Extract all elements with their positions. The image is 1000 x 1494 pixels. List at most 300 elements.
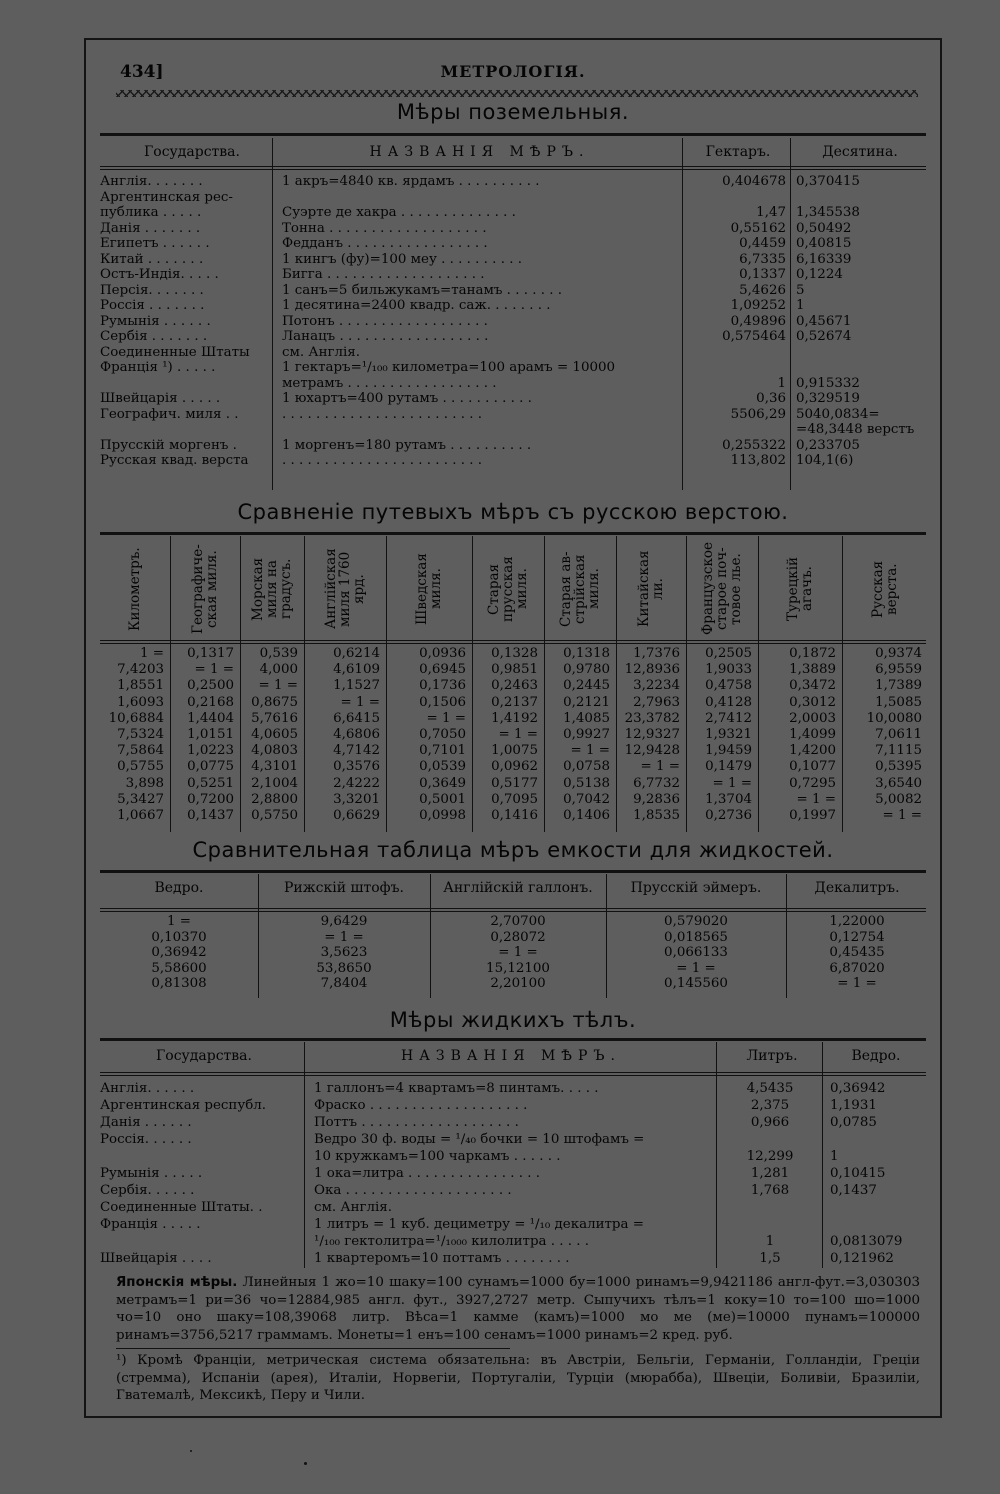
road-col-rule (386, 536, 387, 832)
capacity-cell: 0,018565 (664, 929, 728, 945)
liquid-cell: 4,5435 (746, 1081, 794, 1096)
road-cell: 4,3101 (251, 759, 298, 775)
road-cell: 0,0998 (419, 808, 466, 823)
land-cell: 1 санъ=5 бильжукамъ=танамъ . . . . . . . (282, 282, 563, 298)
land-cell: 1,345538 (796, 205, 860, 220)
land-row (86, 252, 944, 268)
liquid-row (86, 1250, 944, 1267)
liquid-row (86, 1182, 944, 1199)
liquid-cell: 12,299 (746, 1149, 794, 1164)
road-col-rule (842, 536, 843, 832)
road-cell: 4,0803 (251, 743, 298, 759)
land-cell: 113,802 (730, 453, 786, 468)
road-col-rule (686, 536, 687, 832)
road-cell: 1,3889 (789, 662, 836, 678)
liquid-cell: Фраско . . . . . . . . . . . . . . . . . . . (314, 1098, 528, 1113)
road-cell: 0,539 (259, 646, 298, 661)
road-cell: 0,6629 (333, 808, 380, 823)
road-cell: 1,9033 (705, 662, 752, 678)
road-cell: = 1 = (640, 759, 680, 775)
land-row (86, 298, 944, 314)
road-row (86, 792, 944, 808)
land-row (86, 453, 944, 469)
liquid-cell: 1,281 (750, 1166, 790, 1181)
road-cell: 0,1736 (419, 678, 466, 694)
land-cell: Бигга . . . . . . . . . . . . . . . . . . . (282, 267, 485, 282)
capacity-cell: 2,70700 (490, 914, 546, 929)
liquid-cell: Румынія . . . . . (100, 1166, 203, 1181)
road-header-rule (100, 640, 926, 644)
road-cell: 12,8936 (624, 662, 680, 678)
road-cell: 0,7295 (789, 775, 836, 791)
road-cell: 7,5864 (117, 743, 164, 759)
road-cell: 0,1997 (789, 808, 836, 823)
land-row (86, 236, 944, 252)
capacity-cell: = 1 = (498, 945, 538, 960)
capacity-col-rule (606, 874, 607, 998)
road-cell: 0,3576 (333, 759, 380, 775)
liquid-cell: Ока . . . . . . . . . . . . . . . . . . . . (314, 1183, 512, 1198)
road-col-rule (240, 536, 241, 832)
land-cell: публика . . . . . (100, 205, 202, 220)
road-cell: 10,6884 (108, 710, 164, 726)
liquid-cell: 0,966 (750, 1115, 790, 1130)
liquid-header-names: НАЗВАНІЯ МѢРЪ. (401, 1048, 621, 1064)
capacity-cell: 0,12754 (829, 929, 885, 945)
road-cell: 0,6945 (419, 662, 466, 678)
land-cell: 6,7335 (739, 251, 786, 267)
capacity-cell: 5,58600 (151, 960, 207, 976)
road-cell: 0,7050 (419, 727, 466, 742)
capacity-row (86, 961, 944, 977)
land-cell: Персія. . . . . . . (100, 282, 204, 298)
road-cell: 3,2234 (633, 678, 680, 694)
road-row (86, 662, 944, 678)
land-row (86, 174, 944, 190)
land-row (86, 360, 944, 376)
road-cell: 0,2445 (563, 678, 610, 694)
land-header-rule (100, 166, 926, 170)
land-cell: Франція ¹) . . . . . (100, 360, 216, 375)
land-cell: Прусскій моргенъ . (100, 437, 237, 453)
land-cell: 0,55162 (730, 220, 786, 236)
liquid-cell: 1 квартеромъ=10 поттамъ . . . . . . . . (314, 1251, 570, 1266)
land-cell: Китай . . . . . . . (100, 251, 204, 267)
liquid-cell: Франція . . . . . (100, 1217, 201, 1232)
capacity-top-rule (100, 870, 926, 873)
page-number: 434] (120, 62, 164, 82)
capacity-cell: 1 = (167, 914, 191, 929)
land-cell: 104,1(6) (796, 453, 854, 468)
road-cell: 0,1416 (491, 808, 538, 823)
land-header-names: НАЗВАНІЯ МѢРЪ. (369, 144, 590, 160)
liquid-cell: 1,768 (750, 1183, 790, 1198)
road-header-cell: Англійская миля 1760 ярд. (323, 548, 367, 630)
land-cell: Остъ-Индія. . . . . (100, 267, 219, 282)
road-cell: = 1 = (194, 662, 234, 678)
liquid-row (86, 1097, 944, 1114)
road-header-cell: Морская миля на градусъ. (250, 557, 294, 621)
capacity-cell: = 1 = (324, 929, 364, 945)
capacity-col-rule (430, 874, 431, 998)
land-cell: 0,40815 (796, 236, 852, 251)
road-cell: 1,6093 (117, 694, 164, 710)
road-cell: 1,0223 (187, 743, 234, 759)
capacity-cell: 53,8650 (316, 960, 372, 976)
road-cell: 0,0758 (563, 759, 610, 775)
land-cell: Географич. миля . . (100, 406, 239, 422)
liquid-row (86, 1199, 944, 1216)
land-cell: Ланацъ . . . . . . . . . . . . . . . . . . (282, 329, 489, 344)
liquid-cell: Англія. . . . . . (100, 1081, 195, 1096)
capacity-cell: 6,87020 (829, 960, 885, 976)
road-col-rule (472, 536, 473, 832)
road-cell: = 1 = (340, 694, 380, 710)
road-cell: 0,9927 (563, 727, 610, 742)
land-cell: 0,575464 (722, 329, 786, 344)
land-cell: 5 (796, 282, 805, 298)
road-header-cell: Русская верста. (870, 560, 900, 618)
liquid-header-rule (100, 1072, 926, 1076)
road-cell: 1,3704 (705, 791, 752, 807)
land-cell: 1 (777, 375, 786, 391)
capacity-cell: 0,10370 (151, 929, 207, 945)
road-cell: 1 = (140, 646, 164, 661)
land-cell: 0,915332 (796, 375, 860, 391)
road-cell: 0,5251 (187, 775, 234, 791)
road-cell: 0,1437 (187, 808, 234, 823)
liquid-cell: 0,36942 (830, 1081, 886, 1096)
footnote (116, 1352, 920, 1405)
land-top-rule (100, 133, 926, 136)
road-cell: 4,7142 (333, 743, 380, 759)
road-row (86, 808, 944, 824)
road-cell: 0,2121 (563, 694, 610, 710)
land-cell: Россія . . . . . . . (100, 298, 205, 313)
liquid-row (86, 1233, 944, 1250)
road-cell: 7,5324 (117, 727, 164, 742)
road-cell: 4,6109 (333, 662, 380, 678)
liquid-cell: Швейцарія . . . . (100, 1251, 212, 1266)
road-cell: = 1 = (498, 727, 538, 742)
road-cell: 0,7101 (419, 743, 466, 759)
road-cell: 2,8800 (251, 791, 298, 807)
road-cell: 1,4192 (491, 710, 538, 726)
land-cell: Потонъ . . . . . . . . . . . . . . . . . . (282, 313, 488, 329)
liquid-header-states: Государства. (156, 1048, 252, 1064)
road-row (86, 776, 944, 792)
liquid-row (86, 1216, 944, 1233)
liquid-cell: Соединенные Штаты. . (100, 1200, 263, 1215)
road-cell: 5,0082 (875, 791, 922, 807)
capacity-title: Сравнительная таблица мѣръ емкости для жидкостей. (192, 838, 834, 862)
road-cell: 1,9459 (705, 743, 752, 759)
capacity-cell: 0,28072 (490, 929, 546, 945)
land-row (86, 267, 944, 283)
land-header-hectare: Гектаръ. (705, 144, 771, 160)
page-frame (84, 38, 942, 1418)
footnote-text: Кромѣ Франціи, метрическая система обязательна: въ Австріи, Бельгіи, Германіи, Голландіи, Греціи (стремма), Испаніи (арея), Италіи, Норвегіи, Португаліи, Турціи (мюрабба), Швеціи, Боливіи, Бразиліи, Гватемалѣ, Мексикѣ, Перу и Чили. (116, 1353, 920, 1403)
road-cell: 0,2500 (187, 678, 234, 694)
land-row (86, 329, 944, 345)
liquid-row (86, 1165, 944, 1182)
road-cell: = 1 = (796, 791, 836, 807)
road-col-rule (304, 536, 305, 832)
land-cell: Швейцарія . . . . . (100, 391, 221, 406)
land-cell: 0,4459 (739, 236, 786, 251)
capacity-header-rule (100, 908, 926, 912)
land-cell: 0,404678 (722, 174, 786, 189)
capacity-cell: 1,22000 (829, 914, 885, 929)
road-cell: 0,1872 (789, 646, 836, 661)
road-cell: 0,2505 (705, 646, 752, 661)
road-cell: 6,7732 (633, 775, 680, 791)
road-cell: 1,4099 (789, 727, 836, 742)
road-cell: 1,8535 (633, 808, 680, 823)
road-cell: 1,9321 (705, 727, 752, 742)
capacity-header-cell: Декалитръ. (814, 880, 900, 896)
road-cell: 1,0151 (187, 727, 234, 742)
land-cell: Сербія . . . . . . . (100, 329, 208, 344)
liquid-header-vedro: Ведро. (851, 1048, 901, 1064)
land-cell: 1,47 (756, 205, 786, 220)
road-cell: 0,1328 (491, 646, 538, 661)
road-header-cell: Турецкій агачъ. (785, 557, 815, 622)
capacity-col-rule (258, 874, 259, 998)
land-cell: 1 гектаръ=¹/₁₀₀ километра=100 арамъ = 10000 (282, 360, 616, 375)
land-measures-title: Мѣры поземельныя. (396, 100, 630, 124)
land-cell: Румынія . . . . . . (100, 313, 211, 329)
land-cell: Соединенные Штаты (100, 344, 250, 360)
road-cell: 2,1004 (251, 775, 298, 791)
road-cell: 0,2168 (187, 694, 234, 710)
liquid-cell: 2,375 (750, 1098, 790, 1113)
road-cell: 5,3427 (117, 791, 164, 807)
road-row (86, 711, 944, 727)
road-cell: 2,4222 (333, 775, 380, 791)
capacity-cell: 0,81308 (151, 976, 207, 991)
land-cell: 1,09252 (730, 298, 786, 313)
land-cell: Суэрте де хакра . . . . . . . . . . . . . . (282, 205, 516, 220)
land-cell: 1 акръ=4840 кв. ярдамъ . . . . . . . . . . (282, 174, 540, 189)
road-cell: 0,2736 (705, 808, 752, 823)
road-row (86, 695, 944, 711)
liquid-cell: 1 (765, 1234, 775, 1249)
road-cell: 0,0775 (187, 759, 234, 775)
capacity-cell: 2,20100 (490, 976, 546, 991)
land-cell: 5040,0834= (796, 406, 880, 422)
land-cell: Египетъ . . . . . . (100, 236, 210, 251)
road-cell: 0,4758 (705, 678, 752, 694)
scan-speck (304, 1462, 307, 1465)
liquid-cell: см. Англія. (314, 1200, 393, 1215)
road-header-cell: Старая прусская миля. (486, 556, 530, 622)
road-cell: 0,7095 (491, 791, 538, 807)
road-cell: 0,4128 (705, 694, 752, 710)
land-cell: Англія. . . . . . . (100, 174, 203, 189)
land-cell: =48,3448 верстъ (796, 422, 915, 437)
road-cell: 1,7389 (875, 678, 922, 694)
land-header-desyatina: Десятина. (822, 144, 898, 160)
road-header-cell: Французское старое поч- товое лье. (700, 542, 744, 636)
land-cell: 0,1337 (739, 267, 786, 282)
land-header-states: Государства. (144, 144, 240, 160)
liquid-cell: 0,0785 (830, 1115, 877, 1130)
road-col-rule (758, 536, 759, 832)
road-cell: 0,1506 (419, 694, 466, 710)
road-cell: 2,0003 (789, 710, 836, 726)
land-cell: 5506,29 (730, 406, 786, 422)
road-cell: 4,000 (259, 662, 298, 678)
road-cell: 0,8675 (251, 694, 298, 710)
land-cell: Данія . . . . . . . (100, 220, 201, 236)
road-cell: 3,3201 (333, 791, 380, 807)
road-header-cell: Китайская ли. (636, 550, 666, 628)
liquid-cell: Аргентинская республ. (100, 1098, 267, 1113)
road-cell: 0,0539 (419, 759, 466, 775)
road-cell: 0,2137 (491, 694, 538, 710)
road-cell: 0,1406 (563, 808, 610, 823)
capacity-row (86, 945, 944, 961)
liquid-cell: 1,5 (759, 1251, 781, 1266)
liquid-cell: Данія . . . . . . (100, 1115, 192, 1130)
road-header-cell: Шведская миля. (414, 553, 444, 625)
road-cell: 12,9428 (624, 743, 680, 759)
land-cell: 1 (796, 298, 805, 313)
road-cell: = 1 = (882, 808, 922, 823)
road-col-rule (170, 536, 171, 832)
capacity-header-cell: Ведро. (154, 880, 204, 896)
land-cell: 0,49896 (730, 313, 786, 329)
land-cell: 0,329519 (796, 391, 860, 406)
land-cell: 0,36 (756, 391, 786, 406)
land-row (86, 205, 944, 221)
land-cell: Аргентинская рес- (100, 189, 233, 205)
road-cell: 0,9851 (491, 662, 538, 678)
liquid-cell: 1 ока=литра . . . . . . . . . . . . . . . . (314, 1166, 541, 1181)
land-cell: 5,4626 (739, 282, 786, 298)
land-cell: Русская квад. верста (100, 453, 249, 468)
running-title: МЕТРОЛОГІЯ. (440, 62, 586, 81)
land-row (86, 314, 944, 330)
road-cell: 0,3472 (789, 678, 836, 694)
land-cell: 0,233705 (796, 437, 860, 453)
road-cell: 6,6415 (333, 710, 380, 726)
road-cell: 7,0611 (875, 727, 922, 742)
road-cell: 1,1527 (333, 678, 380, 694)
land-cell: . . . . . . . . . . . . . . . . . . . . . . . . (282, 406, 483, 422)
road-cell: 0,5395 (875, 759, 922, 775)
road-cell: 0,7042 (563, 791, 610, 807)
road-cell: = 1 = (570, 743, 610, 759)
capacity-header-cell: Прусскій эймеръ. (630, 880, 762, 896)
liquid-cell: Россія. . . . . . (100, 1132, 192, 1147)
capacity-cell: 7,8404 (320, 976, 368, 991)
road-cell: 1,4200 (789, 743, 836, 759)
liquid-cell: 0,121962 (830, 1251, 894, 1266)
land-cell: 0,52674 (796, 329, 852, 344)
road-cell: 0,0936 (419, 646, 466, 661)
liquid-cell: 0,1437 (830, 1183, 877, 1198)
road-cell: 0,0962 (491, 759, 538, 775)
land-cell: 6,16339 (796, 251, 852, 267)
capacity-cell: = 1 = (676, 960, 716, 976)
liquid-cell: Поттъ . . . . . . . . . . . . . . . . . . . (314, 1115, 519, 1130)
page-header (86, 62, 940, 84)
capacity-header-cell: Рижскій штофъ. (284, 880, 404, 896)
land-row (86, 407, 944, 423)
road-cell: 1,0667 (117, 808, 164, 823)
liquid-row (86, 1148, 944, 1165)
japanese-measures-note (116, 1274, 920, 1344)
road-cell: 0,2463 (491, 678, 538, 694)
road-cell: 0,3012 (789, 694, 836, 710)
road-cell: 0,3649 (419, 775, 466, 791)
road-cell: 4,6806 (333, 727, 380, 742)
liquid-cell: 0,10415 (830, 1166, 886, 1181)
road-row (86, 727, 944, 743)
road-cell: 2,7963 (633, 694, 680, 710)
road-cell: = 1 = (258, 678, 298, 694)
capacity-cell: 0,145560 (664, 976, 728, 991)
capacity-cell: 9,6429 (320, 914, 368, 929)
capacity-col-rule (786, 874, 787, 998)
land-cell: см. Англія. (282, 344, 361, 360)
wavy-rule (116, 90, 918, 97)
land-row (86, 283, 944, 299)
road-cell: 2,7412 (705, 710, 752, 726)
road-cell: 3,898 (125, 775, 164, 791)
land-cell: 1 десятина=2400 квадр. саж. . . . . . . . (282, 298, 551, 313)
liquid-cell: 0,0813079 (830, 1234, 903, 1249)
road-cell: 0,5177 (491, 775, 538, 791)
road-cell: 7,4203 (117, 662, 164, 678)
capacity-row (86, 914, 944, 930)
capacity-header-row (86, 880, 944, 902)
road-cell: 0,1318 (563, 646, 610, 661)
road-col-rule (616, 536, 617, 832)
road-row (86, 646, 944, 662)
land-cell: Федданъ . . . . . . . . . . . . . . . . . (282, 236, 488, 251)
land-cell: 1 кингъ (фу)=100 меу . . . . . . . . . . (282, 251, 522, 267)
footnote-rule (116, 1348, 510, 1349)
land-cell: 1 юхартъ=400 рутамъ . . . . . . . . . . . (282, 391, 532, 406)
capacity-cell: 0,45435 (829, 945, 885, 960)
land-cell: 1 моргенъ=180 рутамъ . . . . . . . . . . (282, 437, 532, 453)
road-cell: 1,4404 (187, 710, 234, 726)
japanese-note-lead: Японскія мѣры. (116, 1275, 238, 1290)
road-cell: 4,0605 (251, 727, 298, 742)
land-row (86, 190, 944, 206)
road-cell: 5,7616 (251, 710, 298, 726)
road-cell: 0,1077 (789, 759, 836, 775)
capacity-row (86, 976, 944, 992)
land-cell: 0,255322 (722, 437, 786, 453)
road-row (86, 759, 944, 775)
liquid-cell: 1,1931 (830, 1098, 877, 1113)
capacity-cell: 15,12100 (486, 960, 550, 976)
japanese-note-text: Линейныя 1 жо=10 шаку=100 сунамъ=1000 бу=1000 ринамъ=9,9421186 англ-фут.=3,030303 метрамъ=1 ри=36 чо=12884,985 англ. фут., 3927,2727 метр. Сыпучихъ тѣлъ=1 коку=10 то=100 шо=1000 чо=10 оно шаку=108,39068 литр. Вѣса=1 камме (камъ)=1000 мо ме (ме)=10000 пунамъ=100000 ринамъ=3756,5217 граммамъ. Монеты=1 енъ=100 сенамъ=1000 ринамъ=2 кред. руб. (116, 1275, 920, 1343)
scan-speck (190, 1450, 192, 1452)
land-cell: . . . . . . . . . . . . . . . . . . . . . . . . (282, 453, 483, 468)
road-cell: 0,6214 (333, 646, 380, 661)
capacity-cell: = 1 = (837, 976, 877, 991)
land-row (86, 391, 944, 407)
land-cell: 0,370415 (796, 174, 860, 189)
road-cell: 0,5755 (117, 759, 164, 775)
road-cell: 9,2836 (633, 791, 680, 807)
road-cell: 12,9327 (624, 727, 680, 742)
